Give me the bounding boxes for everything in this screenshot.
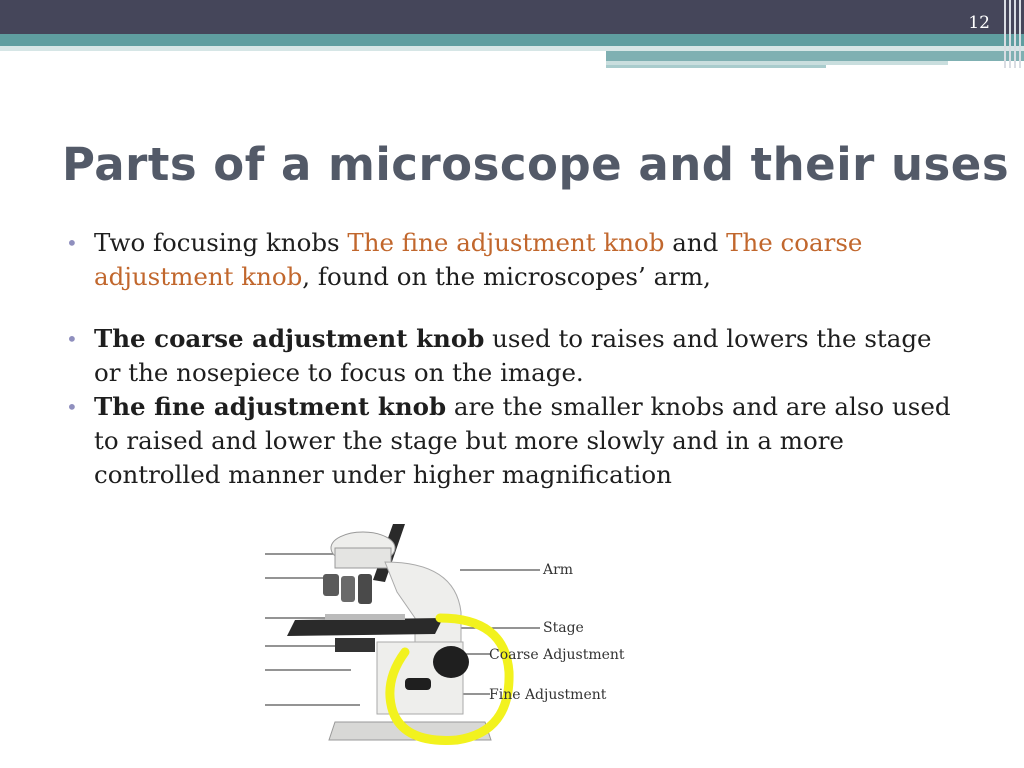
highlight-term: The coarse adjustment knob [94,228,863,291]
bullet-list [60,226,960,492]
bullet-item [60,226,960,294]
bullet-dot-icon: • [66,327,78,351]
label-stage: Stage [543,620,584,636]
header-accent-band [606,51,1024,61]
bullet-text: are the smaller knobs and are also used to raised and lower the stage but more slowly and in a more controlled manner under higher magnification [94,392,951,489]
slide-number: 12 [968,13,990,33]
bold-term: The fine adjustment knob [94,392,447,421]
label-arm: Arm [543,562,574,578]
label-fine-adjustment: Fine Adjustment [489,687,607,703]
bullet-text: Two focusing knobs [94,228,348,257]
header-accent-line-2 [606,65,826,68]
bullet-text: , found on the microscopes’ arm, [302,262,711,291]
microscope-diagram-icon [265,522,645,754]
bullet-text: used to raises and lowers the stage or the nosepiece to focus on the image. [94,324,932,387]
label-coarse-adjustment: Coarse Adjustment [489,647,625,663]
slide-title: Parts of a microscope and their uses [62,138,1010,191]
header-band [0,34,1024,46]
bold-term: The coarse adjustment knob [94,324,485,353]
corner-stripes [1002,0,1024,68]
top-bar [0,0,1024,34]
bullet-text: and [664,228,727,257]
highlight-term: The fine adjustment knob [347,228,665,257]
bullet-dot-icon: • [66,231,78,255]
bullet-item [60,322,960,390]
bullet-item [60,390,960,492]
microscope-figure [265,522,645,754]
bullet-dot-icon: • [66,395,78,419]
